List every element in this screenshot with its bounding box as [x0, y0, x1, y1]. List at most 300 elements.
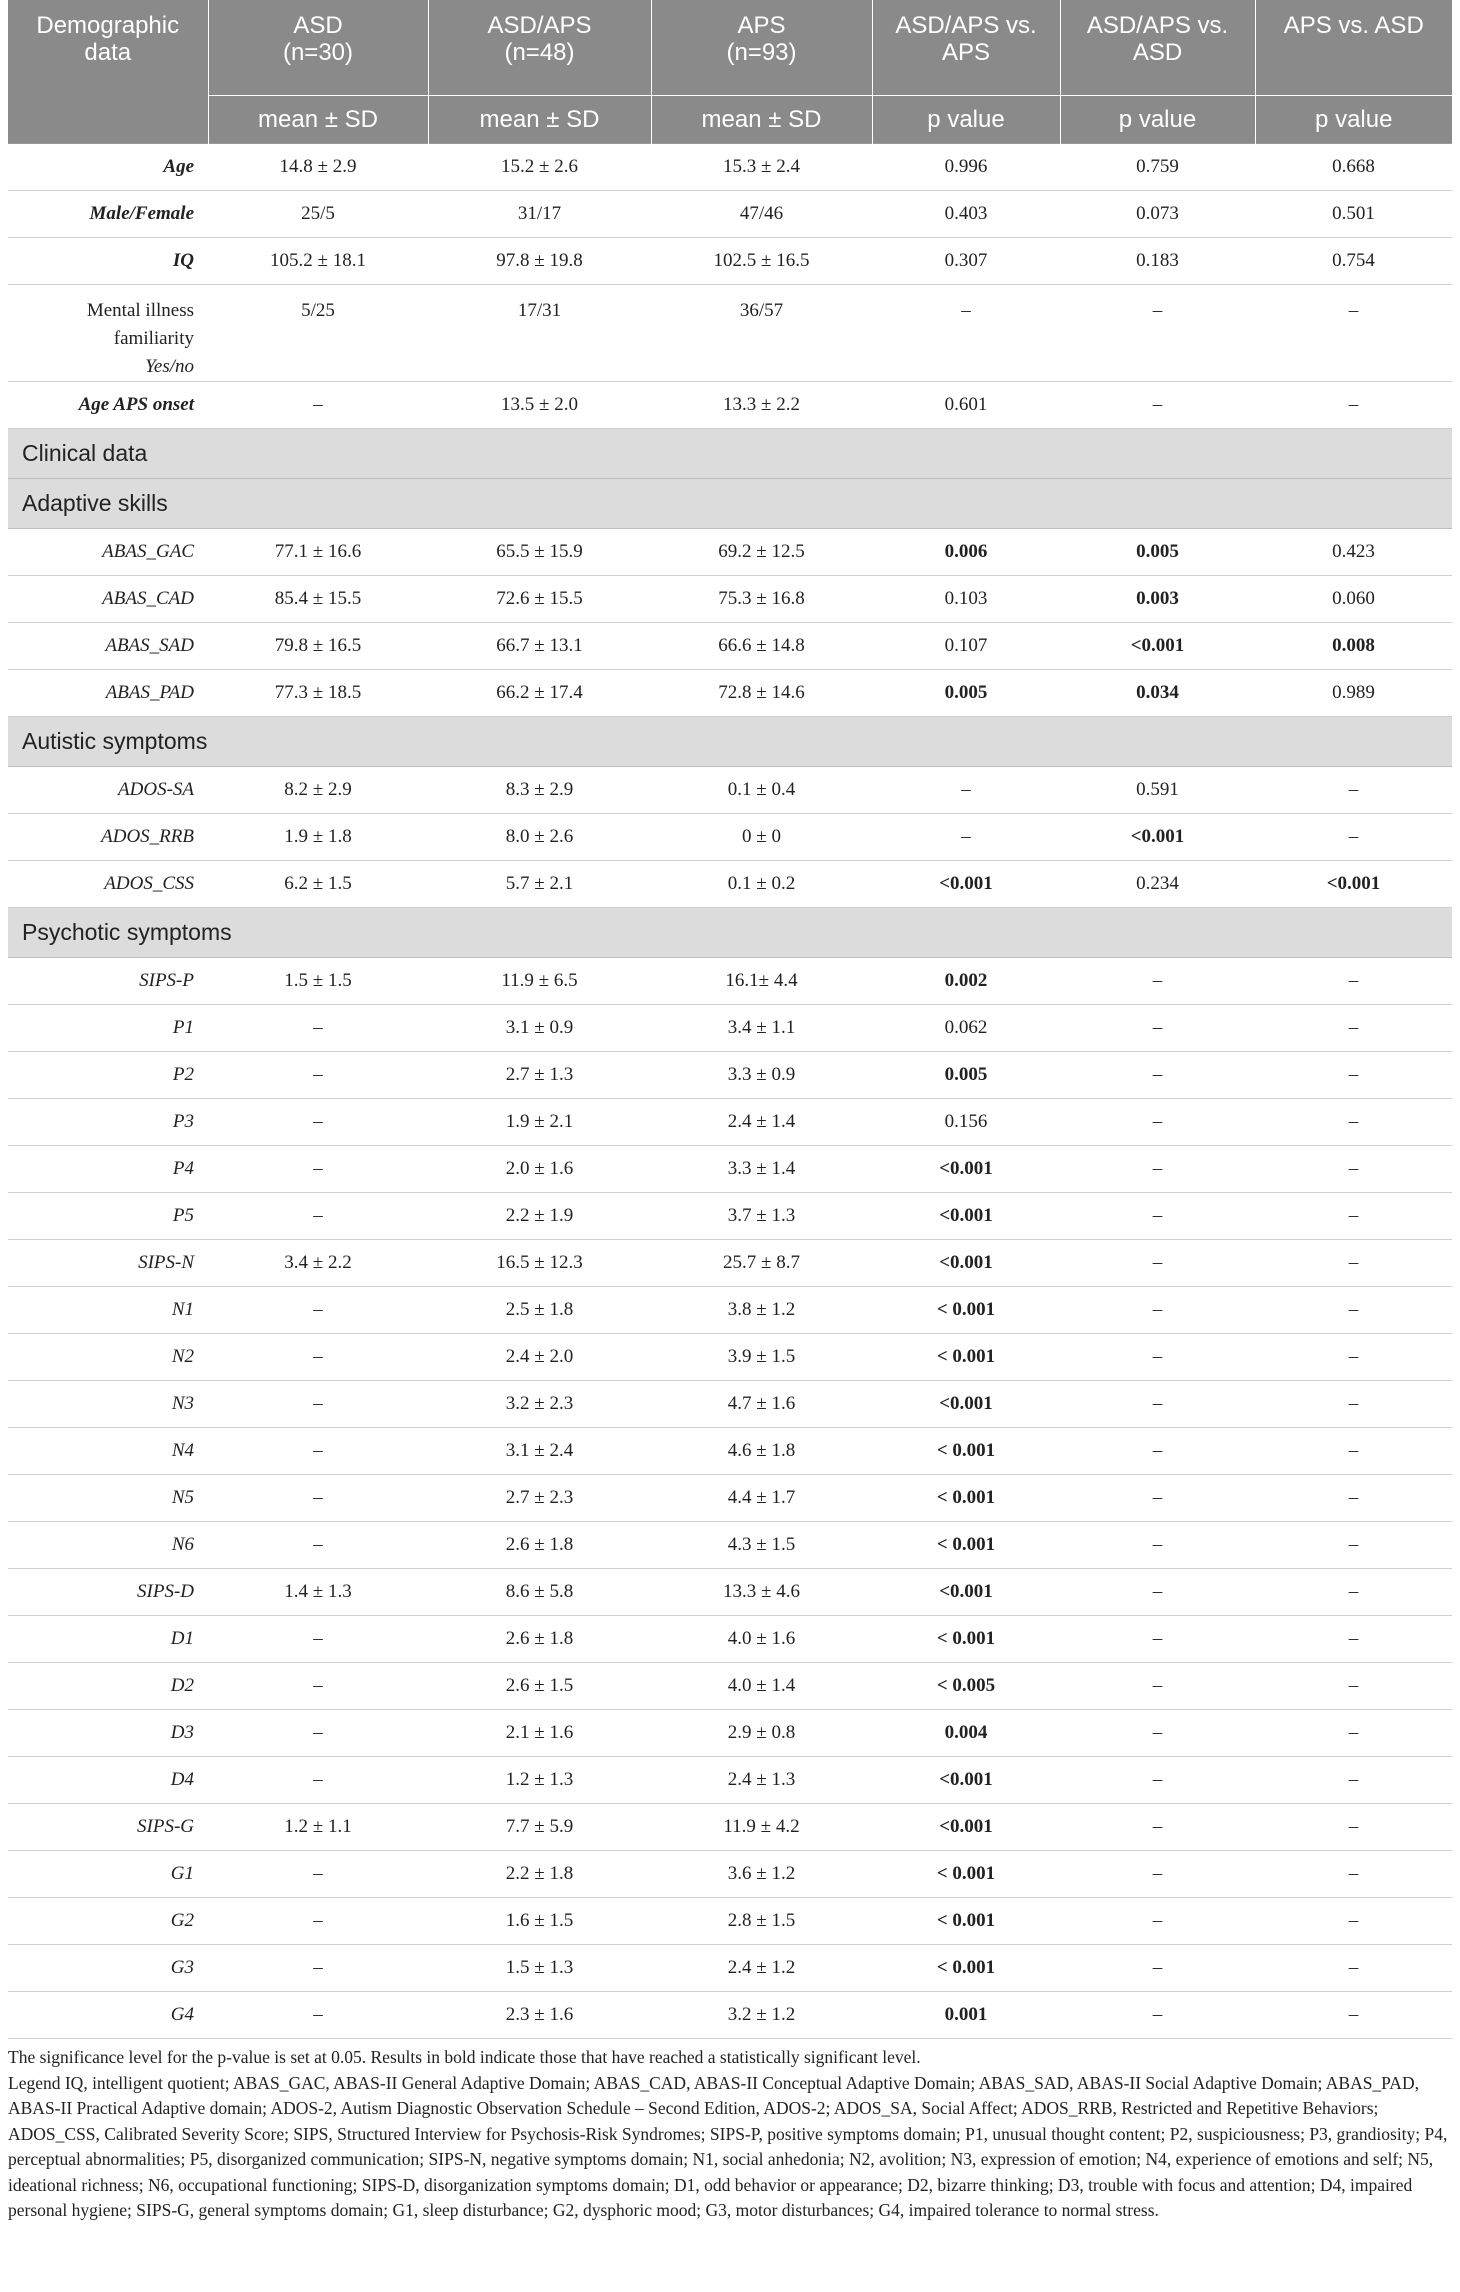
cell-p2: 0.759	[1060, 144, 1255, 191]
cell-p2: –	[1060, 1757, 1255, 1804]
cell-asd-aps: 2.6 ± 1.8	[428, 1616, 651, 1663]
cell-aps: 0.1 ± 0.4	[651, 767, 872, 814]
row-label: SIPS-P	[8, 958, 208, 1005]
table-row	[8, 1428, 1452, 1475]
legend-note: Legend IQ, intelligent quotient; ABAS_GAC, ABAS-II General Adaptive Domain; ABAS_CAD, ABAS-II Conceptual Adaptive Domain; ABAS_SAD, ABAS-II Social Adaptive Domain; ABAS_PAD, ABAS-II Practical Adaptive domain; ADOS-2, Autism Diagnostic Observation Schedule – Second Edition, ADOS-2; ADOS_SA, Social Affect; ADOS_RRB, Restricted and Repetitive Behaviors; ADOS_CSS, Calibrated Severity Score; SIPS, Structured Interview for Psychosis-Risk Syndromes; SIPS-P, positive symptoms domain; P1, unusual thought content; P2, suspiciousness; P3, grandiosity; P4, perceptual abnormalities; P5, disorganized communication; SIPS-N, negative symptoms domain; N1, social anhedonia; N2, avolition; N3, expression of emotion; N4, experience of emotions and self; N5, ideational richness; N6, occupational functioning; SIPS-D, disorganization symptoms domain; D1, odd behavior or appearance; D2, bizarre thinking; D3, trouble with focus and attention; D4, impaired personal hygiene; SIPS-G, general symptoms domain; G1, sleep disturbance; G2, dysphoric mood; G3, motor disturbances; G4, impaired tolerance to normal stress.	[8, 2072, 1448, 2220]
row-label: P4	[8, 1146, 208, 1193]
table-row	[8, 285, 1452, 382]
cell-aps: 72.8 ± 14.6	[651, 670, 872, 717]
row-label: SIPS-D	[8, 1569, 208, 1616]
cell-p2: –	[1060, 1428, 1255, 1475]
cell-asd-aps: 2.3 ± 1.6	[428, 1992, 651, 2039]
cell-aps: 4.4 ± 1.7	[651, 1475, 872, 1522]
table-row	[8, 1052, 1452, 1099]
header-asdaps-vs-aps: ASD/APS vs. APS	[872, 0, 1060, 96]
cell-p2: –	[1060, 1193, 1255, 1240]
cell-asd-aps: 1.5 ± 1.3	[428, 1945, 651, 1992]
table-row	[8, 1240, 1452, 1287]
table-row	[8, 670, 1452, 717]
cell-asd-aps: 2.4 ± 2.0	[428, 1334, 651, 1381]
header-group-name: ASD	[293, 12, 343, 39]
cell-p1: < 0.001	[872, 1898, 1060, 1945]
cell-asd: –	[208, 1475, 428, 1522]
table-row	[8, 238, 1452, 285]
cell-p2: –	[1060, 1663, 1255, 1710]
section-autistic-symptoms: Autistic symptoms	[8, 717, 1452, 767]
table-row	[8, 1710, 1452, 1757]
cell-p3: –	[1255, 1052, 1452, 1099]
cell-p1: <0.001	[872, 1193, 1060, 1240]
cell-p3: 0.008	[1255, 623, 1452, 670]
row-label: ADOS_RRB	[8, 814, 208, 861]
cell-aps: 11.9 ± 4.2	[651, 1804, 872, 1851]
cell-p1: 0.156	[872, 1099, 1060, 1146]
header-demographic-data: Demographic data	[8, 0, 208, 144]
cell-aps: 4.0 ± 1.6	[651, 1616, 872, 1663]
cell-asd-aps: 1.2 ± 1.3	[428, 1757, 651, 1804]
cell-asd: 14.8 ± 2.9	[208, 144, 428, 191]
cell-p3: –	[1255, 1193, 1452, 1240]
cell-p2: –	[1060, 382, 1255, 429]
cell-aps: 4.7 ± 1.6	[651, 1381, 872, 1428]
row-label: G4	[8, 1992, 208, 2039]
cell-p2: –	[1060, 285, 1255, 382]
cell-p2: 0.073	[1060, 191, 1255, 238]
cell-asd: –	[208, 382, 428, 429]
cell-aps: 75.3 ± 16.8	[651, 576, 872, 623]
cell-asd: 8.2 ± 2.9	[208, 767, 428, 814]
row-label: ABAS_PAD	[8, 670, 208, 717]
cell-asd-aps: 66.2 ± 17.4	[428, 670, 651, 717]
cell-p3: –	[1255, 1146, 1452, 1193]
cell-p2: –	[1060, 1851, 1255, 1898]
cell-p1: 0.403	[872, 191, 1060, 238]
cell-p3: –	[1255, 1381, 1452, 1428]
cell-asd: –	[208, 1052, 428, 1099]
cell-p3: 0.754	[1255, 238, 1452, 285]
row-label: ABAS_SAD	[8, 623, 208, 670]
cell-asd-aps: 7.7 ± 5.9	[428, 1804, 651, 1851]
cell-asd-aps: 2.7 ± 2.3	[428, 1475, 651, 1522]
row-label: SIPS-N	[8, 1240, 208, 1287]
cell-p2: –	[1060, 1522, 1255, 1569]
cell-p2: –	[1060, 1898, 1255, 1945]
cell-aps: 13.3 ± 4.6	[651, 1569, 872, 1616]
cell-asd-aps: 72.6 ± 15.5	[428, 576, 651, 623]
header-group-name: APS	[737, 12, 786, 39]
cell-p2: –	[1060, 1146, 1255, 1193]
cell-aps: 2.4 ± 1.2	[651, 1945, 872, 1992]
cell-p1: 0.005	[872, 1052, 1060, 1099]
row-label: SIPS-G	[8, 1804, 208, 1851]
cell-aps: 25.7 ± 8.7	[651, 1240, 872, 1287]
table-row	[8, 1099, 1452, 1146]
cell-p3: –	[1255, 1334, 1452, 1381]
row-label-line: Yes/no	[145, 356, 194, 377]
cell-asd-aps: 8.6 ± 5.8	[428, 1569, 651, 1616]
table-row	[8, 529, 1452, 576]
cell-asd: –	[208, 1945, 428, 1992]
table-container	[8, 0, 1452, 2224]
table-row	[8, 1663, 1452, 1710]
row-label: D4	[8, 1757, 208, 1804]
cell-asd: –	[208, 1287, 428, 1334]
table-row	[8, 861, 1452, 908]
cell-asd: 1.5 ± 1.5	[208, 958, 428, 1005]
table-header	[8, 0, 1452, 144]
cell-aps: 36/57	[651, 285, 872, 382]
cell-asd-aps: 3.1 ± 2.4	[428, 1428, 651, 1475]
cell-p3: –	[1255, 1522, 1452, 1569]
table-row	[8, 1569, 1452, 1616]
table-row	[8, 1146, 1452, 1193]
cell-asd-aps: 15.2 ± 2.6	[428, 144, 651, 191]
cell-p3: 0.501	[1255, 191, 1452, 238]
cell-asd-aps: 1.6 ± 1.5	[428, 1898, 651, 1945]
cell-asd: 1.2 ± 1.1	[208, 1804, 428, 1851]
significance-note: The significance level for the p-value is set at 0.05. Results in bold indicate those that have reached a statistically significant level.	[8, 2047, 921, 2067]
table-row	[8, 1287, 1452, 1334]
row-label: P3	[8, 1099, 208, 1146]
table-row	[8, 1898, 1452, 1945]
cell-asd-aps: 2.2 ± 1.8	[428, 1851, 651, 1898]
cell-asd: –	[208, 1522, 428, 1569]
table-row	[8, 814, 1452, 861]
cell-asd-aps: 97.8 ± 19.8	[428, 238, 651, 285]
table-row	[8, 1005, 1452, 1052]
cell-p2: 0.005	[1060, 529, 1255, 576]
section-row	[8, 429, 1452, 479]
row-label: G3	[8, 1945, 208, 1992]
cell-p2: 0.591	[1060, 767, 1255, 814]
cell-p3: –	[1255, 1475, 1452, 1522]
cell-p2: –	[1060, 1381, 1255, 1428]
cell-asd: –	[208, 1616, 428, 1663]
row-label: P2	[8, 1052, 208, 1099]
cell-p1: –	[872, 285, 1060, 382]
cell-p3: <0.001	[1255, 861, 1452, 908]
row-label: G2	[8, 1898, 208, 1945]
cell-p1: –	[872, 814, 1060, 861]
cell-p3: –	[1255, 382, 1452, 429]
cell-aps: 102.5 ± 16.5	[651, 238, 872, 285]
row-label-familiarity	[8, 285, 208, 382]
row-label-line: Mental illness	[86, 300, 194, 321]
cell-p3: –	[1255, 1710, 1452, 1757]
cell-p1: 0.004	[872, 1710, 1060, 1757]
section-psychotic-symptoms: Psychotic symptoms	[8, 908, 1452, 958]
cell-p2: –	[1060, 1569, 1255, 1616]
header-asdaps-vs-asd: ASD/APS vs. ASD	[1060, 0, 1255, 96]
cell-p3: –	[1255, 958, 1452, 1005]
cell-asd-aps: 31/17	[428, 191, 651, 238]
cell-p1: < 0.001	[872, 1334, 1060, 1381]
cell-p3: 0.060	[1255, 576, 1452, 623]
table-row	[8, 1381, 1452, 1428]
cell-aps: 4.6 ± 1.8	[651, 1428, 872, 1475]
cell-p1: 0.005	[872, 670, 1060, 717]
cell-p1: <0.001	[872, 1757, 1060, 1804]
cell-aps: 4.0 ± 1.4	[651, 1663, 872, 1710]
cell-asd-aps: 8.0 ± 2.6	[428, 814, 651, 861]
header-stat-p3: p value	[1255, 96, 1452, 144]
cell-asd: –	[208, 1334, 428, 1381]
cell-p3: –	[1255, 1663, 1452, 1710]
table-row	[8, 1193, 1452, 1240]
table-row	[8, 1992, 1452, 2039]
cell-aps: 15.3 ± 2.4	[651, 144, 872, 191]
row-label: Age APS onset	[8, 382, 208, 429]
section-row	[8, 908, 1452, 958]
cell-p3: –	[1255, 1992, 1452, 2039]
cell-asd: –	[208, 1851, 428, 1898]
cell-p2: 0.034	[1060, 670, 1255, 717]
row-label: P5	[8, 1193, 208, 1240]
cell-asd: –	[208, 1663, 428, 1710]
cell-asd-aps: 3.1 ± 0.9	[428, 1005, 651, 1052]
table-row	[8, 767, 1452, 814]
table-row	[8, 576, 1452, 623]
header-group-n: (n=48)	[504, 39, 575, 66]
cell-aps: 2.8 ± 1.5	[651, 1898, 872, 1945]
cell-asd: –	[208, 1757, 428, 1804]
cell-p2: –	[1060, 1334, 1255, 1381]
cell-p2: –	[1060, 1005, 1255, 1052]
row-label: N5	[8, 1475, 208, 1522]
row-label: IQ	[8, 238, 208, 285]
cell-aps: 3.3 ± 0.9	[651, 1052, 872, 1099]
cell-asd: –	[208, 1428, 428, 1475]
cell-asd: 1.4 ± 1.3	[208, 1569, 428, 1616]
cell-p1: < 0.001	[872, 1616, 1060, 1663]
header-aps-vs-asd: APS vs. ASD	[1255, 0, 1452, 96]
row-label: ADOS_CSS	[8, 861, 208, 908]
cell-asd: 85.4 ± 15.5	[208, 576, 428, 623]
cell-p2: 0.003	[1060, 576, 1255, 623]
cell-aps: 0.1 ± 0.2	[651, 861, 872, 908]
table-row	[8, 1757, 1452, 1804]
header-stat-asd: mean ± SD	[208, 96, 428, 144]
cell-asd-aps: 5.7 ± 2.1	[428, 861, 651, 908]
cell-asd: –	[208, 1099, 428, 1146]
cell-p1: –	[872, 767, 1060, 814]
header-group-n: (n=93)	[726, 39, 797, 66]
header-aps	[651, 0, 872, 96]
table-notes	[8, 2045, 1452, 2224]
cell-asd: 79.8 ± 16.5	[208, 623, 428, 670]
table-row	[8, 1851, 1452, 1898]
cell-asd: 105.2 ± 18.1	[208, 238, 428, 285]
cell-asd-aps: 3.2 ± 2.3	[428, 1381, 651, 1428]
cell-asd-aps: 1.9 ± 2.1	[428, 1099, 651, 1146]
section-row	[8, 479, 1452, 529]
cell-asd: –	[208, 1992, 428, 2039]
cell-p3: –	[1255, 1757, 1452, 1804]
cell-asd-aps: 2.6 ± 1.5	[428, 1663, 651, 1710]
cell-p2: –	[1060, 958, 1255, 1005]
cell-asd: 25/5	[208, 191, 428, 238]
row-label: N3	[8, 1381, 208, 1428]
cell-p3: –	[1255, 1851, 1452, 1898]
cell-asd: 5/25	[208, 285, 428, 382]
cell-p2: –	[1060, 1287, 1255, 1334]
cell-p1: 0.107	[872, 623, 1060, 670]
cell-aps: 2.9 ± 0.8	[651, 1710, 872, 1757]
cell-asd-aps: 2.7 ± 1.3	[428, 1052, 651, 1099]
row-label: P1	[8, 1005, 208, 1052]
cell-p3: 0.989	[1255, 670, 1452, 717]
table-body	[8, 144, 1452, 2039]
cell-asd-aps: 66.7 ± 13.1	[428, 623, 651, 670]
cell-p3: –	[1255, 1099, 1452, 1146]
table-row	[8, 1804, 1452, 1851]
cell-p1: 0.001	[872, 1992, 1060, 2039]
row-label-line: familiarity	[113, 328, 194, 349]
cell-asd: 6.2 ± 1.5	[208, 861, 428, 908]
cell-asd-aps: 2.1 ± 1.6	[428, 1710, 651, 1757]
row-label: N4	[8, 1428, 208, 1475]
cell-p1: 0.996	[872, 144, 1060, 191]
cell-asd: 1.9 ± 1.8	[208, 814, 428, 861]
cell-p1: 0.601	[872, 382, 1060, 429]
cell-asd: –	[208, 1710, 428, 1757]
row-label: Male/Female	[8, 191, 208, 238]
table-row	[8, 382, 1452, 429]
table-row	[8, 1334, 1452, 1381]
table-row	[8, 1522, 1452, 1569]
cell-aps: 47/46	[651, 191, 872, 238]
cell-p3: –	[1255, 1804, 1452, 1851]
cell-p3: –	[1255, 1569, 1452, 1616]
row-label: N1	[8, 1287, 208, 1334]
cell-p1: 0.307	[872, 238, 1060, 285]
cell-p3: 0.423	[1255, 529, 1452, 576]
cell-p1: < 0.001	[872, 1522, 1060, 1569]
table-row	[8, 623, 1452, 670]
cell-p1: 0.103	[872, 576, 1060, 623]
cell-p3: –	[1255, 767, 1452, 814]
header-group-name: ASD/APS	[487, 12, 592, 39]
cell-p2: –	[1060, 1992, 1255, 2039]
cell-aps: 2.4 ± 1.3	[651, 1757, 872, 1804]
section-adaptive-skills: Adaptive skills	[8, 479, 1452, 529]
cell-p2: <0.001	[1060, 623, 1255, 670]
header-stat-aps: mean ± SD	[651, 96, 872, 144]
cell-p2: –	[1060, 1710, 1255, 1757]
cell-p3: –	[1255, 1616, 1452, 1663]
demographic-clinical-table	[8, 0, 1452, 2039]
cell-asd-aps: 11.9 ± 6.5	[428, 958, 651, 1005]
cell-aps: 3.6 ± 1.2	[651, 1851, 872, 1898]
cell-p2: –	[1060, 1804, 1255, 1851]
cell-p3: –	[1255, 1945, 1452, 1992]
header-asd	[208, 0, 428, 96]
cell-p3: –	[1255, 1005, 1452, 1052]
cell-p1: < 0.001	[872, 1945, 1060, 1992]
cell-p3: –	[1255, 285, 1452, 382]
cell-p3: –	[1255, 1898, 1452, 1945]
table-row	[8, 191, 1452, 238]
cell-aps: 3.4 ± 1.1	[651, 1005, 872, 1052]
table-row	[8, 144, 1452, 191]
cell-p3: –	[1255, 814, 1452, 861]
header-stat-p2: p value	[1060, 96, 1255, 144]
cell-aps: 69.2 ± 12.5	[651, 529, 872, 576]
table-row	[8, 958, 1452, 1005]
row-label: ABAS_GAC	[8, 529, 208, 576]
cell-p2: 0.183	[1060, 238, 1255, 285]
cell-p1: <0.001	[872, 1804, 1060, 1851]
cell-p1: < 0.001	[872, 1428, 1060, 1475]
cell-asd: –	[208, 1381, 428, 1428]
row-label: ADOS-SA	[8, 767, 208, 814]
cell-asd-aps: 13.5 ± 2.0	[428, 382, 651, 429]
cell-p2: <0.001	[1060, 814, 1255, 861]
cell-aps: 3.7 ± 1.3	[651, 1193, 872, 1240]
cell-p3: –	[1255, 1287, 1452, 1334]
row-label: G1	[8, 1851, 208, 1898]
cell-p1: 0.062	[872, 1005, 1060, 1052]
cell-p1: <0.001	[872, 1146, 1060, 1193]
cell-asd-aps: 65.5 ± 15.9	[428, 529, 651, 576]
cell-asd-aps: 2.2 ± 1.9	[428, 1193, 651, 1240]
cell-aps: 3.8 ± 1.2	[651, 1287, 872, 1334]
cell-asd: –	[208, 1005, 428, 1052]
table-row	[8, 1616, 1452, 1663]
cell-asd: –	[208, 1898, 428, 1945]
header-stat-p1: p value	[872, 96, 1060, 144]
row-label: D1	[8, 1616, 208, 1663]
cell-aps: 3.9 ± 1.5	[651, 1334, 872, 1381]
cell-p2: –	[1060, 1052, 1255, 1099]
cell-asd: –	[208, 1193, 428, 1240]
cell-aps: 13.3 ± 2.2	[651, 382, 872, 429]
cell-asd-aps: 16.5 ± 12.3	[428, 1240, 651, 1287]
cell-asd: 77.1 ± 16.6	[208, 529, 428, 576]
cell-asd-aps: 2.5 ± 1.8	[428, 1287, 651, 1334]
cell-p3: –	[1255, 1240, 1452, 1287]
cell-p3: 0.668	[1255, 144, 1452, 191]
cell-p1: 0.006	[872, 529, 1060, 576]
table-row	[8, 1475, 1452, 1522]
cell-p1: <0.001	[872, 1569, 1060, 1616]
header-group-n: (n=30)	[282, 39, 354, 66]
cell-p1: <0.001	[872, 1381, 1060, 1428]
cell-p1: < 0.001	[872, 1287, 1060, 1334]
cell-p1: < 0.001	[872, 1851, 1060, 1898]
cell-aps: 2.4 ± 1.4	[651, 1099, 872, 1146]
section-row	[8, 717, 1452, 767]
cell-p1: <0.001	[872, 1240, 1060, 1287]
table-row	[8, 1945, 1452, 1992]
section-clinical-data: Clinical data	[8, 429, 1452, 479]
cell-asd-aps: 8.3 ± 2.9	[428, 767, 651, 814]
cell-asd-aps: 2.6 ± 1.8	[428, 1522, 651, 1569]
cell-p2: –	[1060, 1240, 1255, 1287]
cell-p2: –	[1060, 1099, 1255, 1146]
cell-p2: –	[1060, 1475, 1255, 1522]
cell-p1: <0.001	[872, 861, 1060, 908]
cell-p1: 0.002	[872, 958, 1060, 1005]
cell-asd: –	[208, 1146, 428, 1193]
cell-asd: 3.4 ± 2.2	[208, 1240, 428, 1287]
header-asd-aps	[428, 0, 651, 96]
cell-aps: 3.3 ± 1.4	[651, 1146, 872, 1193]
cell-p1: < 0.005	[872, 1663, 1060, 1710]
cell-aps: 3.2 ± 1.2	[651, 1992, 872, 2039]
cell-aps: 0 ± 0	[651, 814, 872, 861]
cell-aps: 66.6 ± 14.8	[651, 623, 872, 670]
